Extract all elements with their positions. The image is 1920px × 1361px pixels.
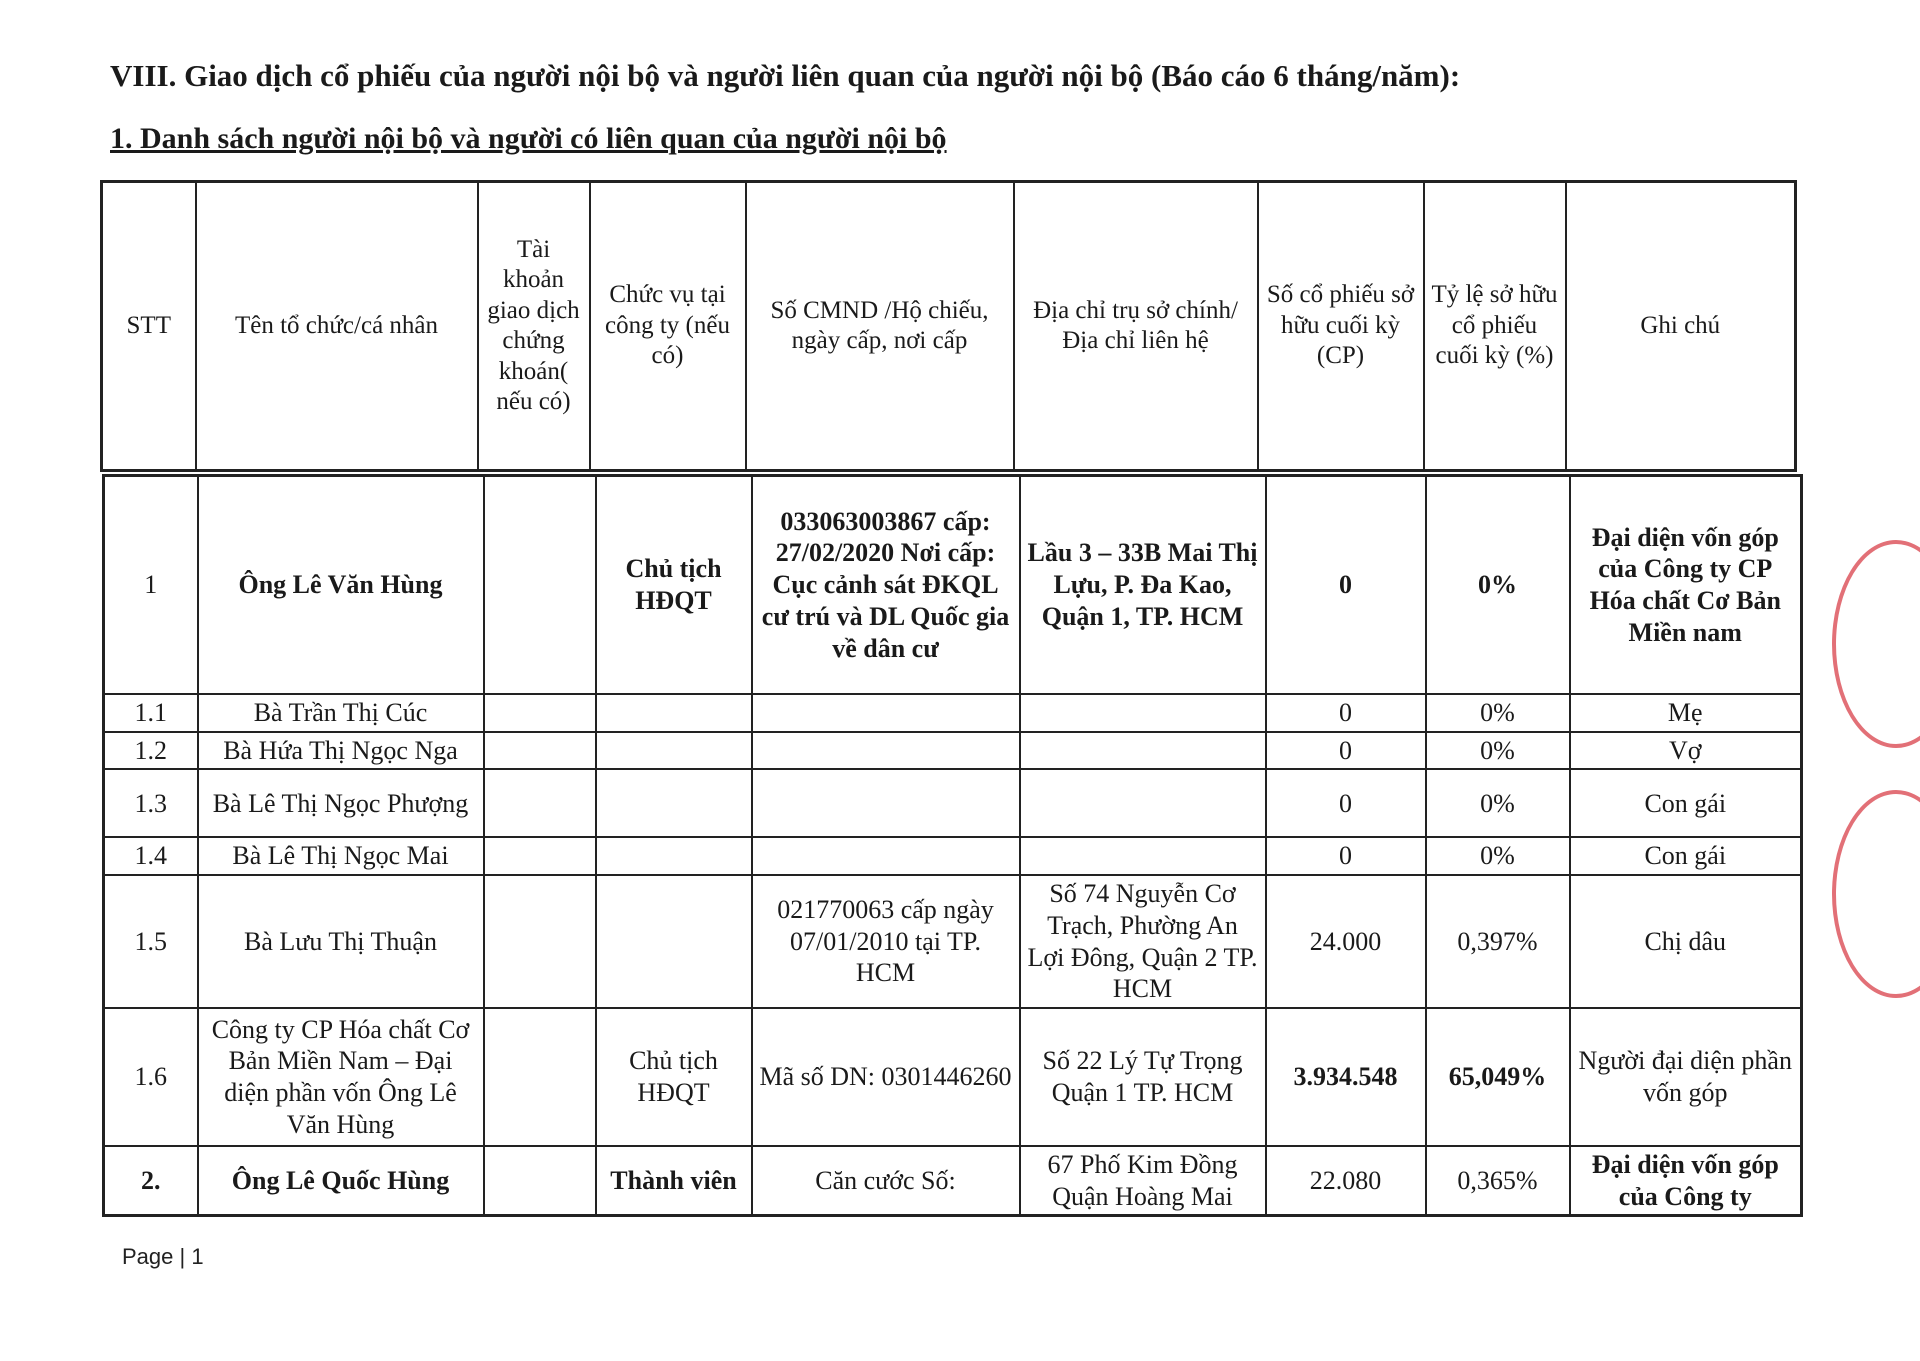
cell-id-info [752, 769, 1020, 837]
cell-account [484, 1146, 596, 1216]
cell-name: Ông Lê Văn Hùng [198, 476, 484, 695]
cell-address [1020, 769, 1266, 837]
cell-note: Vợ [1570, 732, 1802, 770]
header-shares: Số cổ phiếu sở hữu cuối kỳ (CP) [1258, 182, 1424, 471]
cell-note: Đại diện vốn góp của Công ty [1570, 1146, 1802, 1216]
cell-stt: 1.3 [104, 769, 198, 837]
cell-position: Chủ tịch HĐQT [596, 476, 752, 695]
cell-note: Đại diện vốn góp của Công ty CP Hóa chất Cơ Bản Miền nam [1570, 476, 1802, 695]
table-header [100, 180, 1797, 472]
cell-address: Số 74 Nguyễn Cơ Trạch, Phường An Lợi Đông, Quận 2 TP. HCM [1020, 875, 1266, 1008]
cell-ratio: 0% [1426, 476, 1570, 695]
cell-account [484, 694, 596, 732]
cell-shares: 3.934.548 [1266, 1008, 1426, 1146]
cell-stt: 1.4 [104, 837, 198, 875]
cell-id-info: 021770063 cấp ngày 07/01/2010 tại TP. HCM [752, 875, 1020, 1008]
table-row [104, 875, 1802, 1008]
cell-id-info [752, 732, 1020, 770]
cell-ratio: 0,365% [1426, 1146, 1570, 1216]
cell-address: 67 Phố Kim Đồng Quận Hoàng Mai [1020, 1146, 1266, 1216]
table-row [104, 769, 1802, 837]
header-position: Chức vụ tại công ty (nếu có) [590, 182, 746, 471]
table-row [104, 837, 1802, 875]
cell-account [484, 837, 596, 875]
table-row [104, 732, 1802, 770]
table-row [104, 694, 1802, 732]
cell-position [596, 732, 752, 770]
header-note: Ghi chú [1566, 182, 1796, 471]
cell-shares: 22.080 [1266, 1146, 1426, 1216]
cell-position [596, 769, 752, 837]
cell-ratio: 0% [1426, 769, 1570, 837]
cell-position [596, 837, 752, 875]
cell-name: Bà Hứa Thị Ngọc Nga [198, 732, 484, 770]
cell-ratio: 0,397% [1426, 875, 1570, 1008]
cell-account [484, 875, 596, 1008]
section-subheading: 1. Danh sách người nội bộ và người có liên quan của người nội bộ [110, 122, 947, 155]
cell-id-info: Căn cước Số: [752, 1146, 1020, 1216]
cell-position: Chủ tịch HĐQT [596, 1008, 752, 1146]
cell-stt: 1 [104, 476, 198, 695]
cell-note: Người đại diện phần vốn góp [1570, 1008, 1802, 1146]
cell-note: Mẹ [1570, 694, 1802, 732]
cell-address: Số 22 Lý Tự Trọng Quận 1 TP. HCM [1020, 1008, 1266, 1146]
cell-name: Ông Lê Quốc Hùng [198, 1146, 484, 1216]
header-ratio: Tỷ lệ sở hữu cổ phiếu cuối kỳ (%) [1424, 182, 1566, 471]
cell-ratio: 65,049% [1426, 1008, 1570, 1146]
cell-ratio: 0% [1426, 732, 1570, 770]
cell-note: Con gái [1570, 837, 1802, 875]
table-row [104, 476, 1802, 695]
header-account: Tài khoản giao dịch chứng khoán( nếu có) [478, 182, 590, 471]
cell-position [596, 694, 752, 732]
cell-stt: 2. [104, 1146, 198, 1216]
page-footer: Page | 1 [122, 1244, 204, 1269]
cell-address: Lầu 3 – 33B Mai Thị Lựu, P. Đa Kao, Quận 1, TP. HCM [1020, 476, 1266, 695]
cell-ratio: 0% [1426, 837, 1570, 875]
cell-shares: 24.000 [1266, 875, 1426, 1008]
cell-name: Bà Trần Thị Cúc [198, 694, 484, 732]
cell-shares: 0 [1266, 837, 1426, 875]
cell-position: Thành viên [596, 1146, 752, 1216]
cell-account [484, 1008, 596, 1146]
cell-account [484, 476, 596, 695]
cell-shares: 0 [1266, 476, 1426, 695]
cell-name: Bà Lê Thị Ngọc Phượng [198, 769, 484, 837]
cell-address [1020, 837, 1266, 875]
section-heading: VIII. Giao dịch cổ phiếu của người nội bộ và người liên quan của người nội bộ (Báo cáo 6 tháng/năm): [110, 58, 1461, 93]
table-row [104, 1008, 1802, 1146]
cell-stt: 1.6 [104, 1008, 198, 1146]
cell-address [1020, 732, 1266, 770]
red-seal-stamp [1832, 790, 1920, 998]
cell-shares: 0 [1266, 769, 1426, 837]
cell-account [484, 769, 596, 837]
cell-stt: 1.2 [104, 732, 198, 770]
cell-name: Bà Lê Thị Ngọc Mai [198, 837, 484, 875]
cell-id-info [752, 694, 1020, 732]
cell-stt: 1.5 [104, 875, 198, 1008]
cell-id-info: 033063003867 cấp: 27/02/2020 Nơi cấp: Cục cảnh sát ĐKQL cư trú và DL Quốc gia về dân cư [752, 476, 1020, 695]
header-name: Tên tổ chức/cá nhân [196, 182, 478, 471]
cell-account [484, 732, 596, 770]
cell-note: Chị dâu [1570, 875, 1802, 1008]
cell-note: Con gái [1570, 769, 1802, 837]
cell-shares: 0 [1266, 732, 1426, 770]
table-body [102, 474, 1803, 1217]
cell-ratio: 0% [1426, 694, 1570, 732]
table-row [104, 1146, 1802, 1216]
cell-name: Công ty CP Hóa chất Cơ Bản Miền Nam – Đại diện phần vốn Ông Lê Văn Hùng [198, 1008, 484, 1146]
cell-shares: 0 [1266, 694, 1426, 732]
cell-position [596, 875, 752, 1008]
cell-id-info [752, 837, 1020, 875]
header-stt: STT [102, 182, 196, 471]
header-id-info: Số CMND /Hộ chiếu, ngày cấp, nơi cấp [746, 182, 1014, 471]
red-seal-stamp [1832, 540, 1920, 748]
cell-address [1020, 694, 1266, 732]
cell-id-info: Mã số DN: 0301446260 [752, 1008, 1020, 1146]
cell-name: Bà Lưu Thị Thuận [198, 875, 484, 1008]
cell-stt: 1.1 [104, 694, 198, 732]
header-address: Địa chỉ trụ sở chính/ Địa chỉ liên hệ [1014, 182, 1258, 471]
